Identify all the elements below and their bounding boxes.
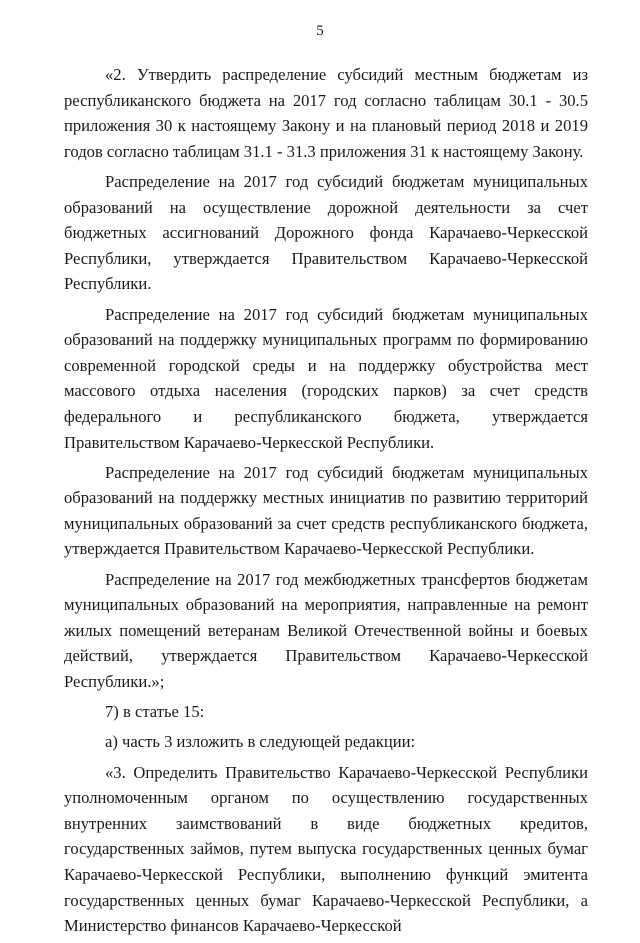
paragraph-veterans-housing-distribution: Распределение на 2017 год межбюджетных трансфертов бюджетам муниципальных образований на мероприятия, направленные на ремонт жилых помещений ветеранам Великой Отечественной войны и боевых действий, утверждается Правительством Карачаево-Черкесской Республики.»; [64, 569, 588, 692]
paragraph-point-3-government: «3. Определить Правительство Карачаево-Черкесской Республики уполномоченным органом по осуществлению государственных внутренних заимствований в виде бюджетных кредитов, государственных займов, путем выпуска государственных ценных бумаг Карачаево-Черкесской Республики, выполнению функций эмитента государственных ценных бумаг Карачаево-Черкесской Республики, а Министерство финансов Карачаево-Черкесской [64, 762, 588, 936]
paragraph-point-2-subsidies: «2. Утвердить распределение субсидий местным бюджетам из республиканского бюджета на 2017 год согласно таблицам 30.1 - 30.5 приложения 30 к настоящему Закону и на плановый период 2018 и 2019 годов согласно таблицам 31.1 - 31.3 приложения 31 к настоящему Закону. [64, 65, 588, 161]
paragraph-part-3-amendment: а) часть 3 изложить в следующей редакции: [105, 732, 416, 752]
paragraph-road-fund-distribution: Распределение на 2017 год субсидий бюджетам муниципальных образований на осуществление дорожной деятельности за счет бюджетных ассигнований Дорожного фонда Карачаево-Черкесской Республики, утверждается Правительством Карачаево-Черкесской Республики. [64, 171, 588, 294]
paragraph-article-15-heading: 7) в статье 15: [105, 702, 205, 722]
document-body [64, 62, 588, 943]
page-number: 5 [316, 23, 324, 39]
paragraph-local-initiatives-distribution: Распределение на 2017 год субсидий бюджетам муниципальных образований на поддержку местных инициатив по развитию территорий муниципальных образований за счет средств республиканского бюджета, утверждается Правительством Карачаево-Черкесской Республики. [64, 462, 588, 559]
paragraph-urban-environment-distribution: Распределение на 2017 год субсидий бюджетам муниципальных образований на поддержку муниципальных программ по формированию современной городской среды и на поддержку обустройства мест массового отдыха населения (городских парков) за счет средств федерального и республиканского бюджета, утверждается Правительством Карачаево-Черкесской Республики. [64, 304, 588, 452]
